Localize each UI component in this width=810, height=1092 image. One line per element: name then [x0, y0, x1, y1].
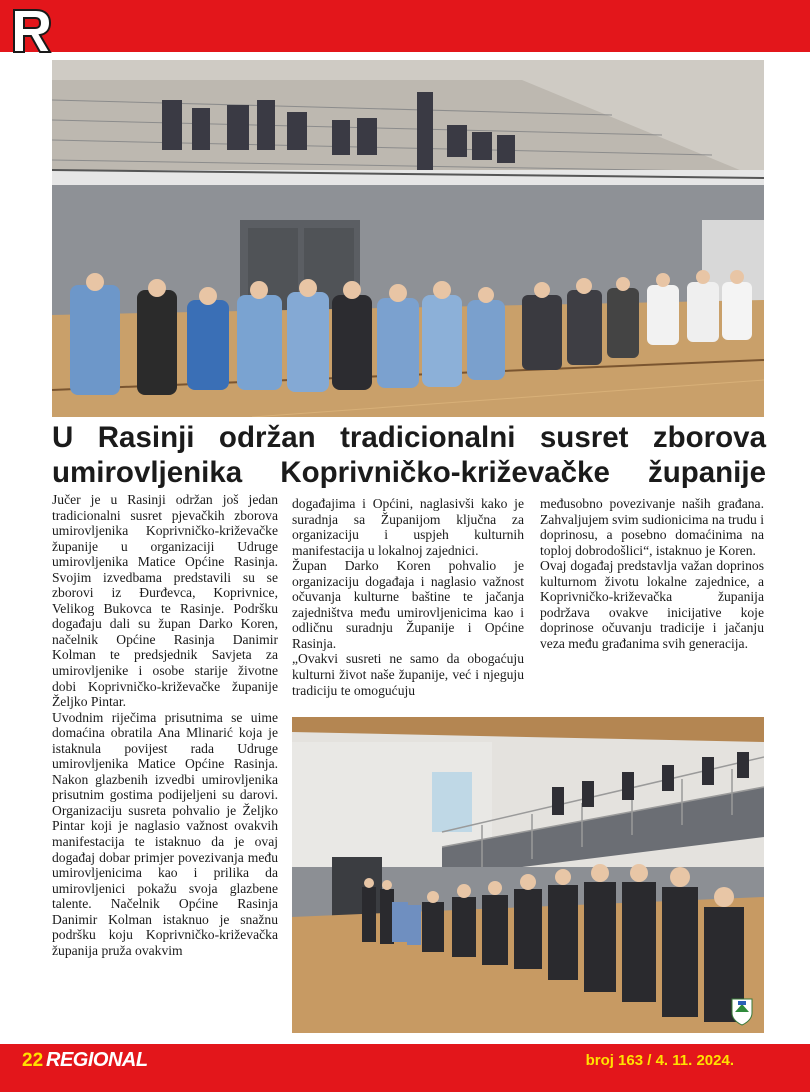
paragraph: Ovaj događaj predstavlja važan doprinos kulturnom životu lokalne zajednice, a Koprivničko-križevačka županija podržava ovakve inicijative koje doprinose očuvanju tradicije i jačanju veza među građanima svih generacija.	[540, 558, 764, 651]
paragraph: Jučer je u Rasinji održan još jedan tradicionalni susret pjevačkih zborova umirovljenika Koprivničko-križevačke županije u organizaciji Udruge umirovljenika Matice Općine Rasinja. Svojim izvedbama predstavili su se zborovi iz Đurđevca, Koprivnice, Velikog Bukovca te Rasinje. Podršku događaju dali su župan Darko Koren, načelnik Općine Rasinja Danimir Kolman te predsjednik Savjeta za umirovljenike i osobe starije životne dobi Koprivničko-križevačke županije Željko Pintar.	[52, 492, 278, 710]
paragraph: Uvodnim riječima prisutnima se uime domaćina obratila Ana Mlinarić koja je istaknula povijest rada Udruge umirovljenika Matice Općine Rasinja. Nakon glazbenih izvedbi umirovljenika prisutnim gostima podijeljeni su darovi. Organizaciju susreta pohvalio je Željko Pintar koji je naglasio važnost ovakvih manifestacija te istaknuo da je ovaj događaj dobar primjer povezivanja među umirovljenicima kao i prilika da umirovljenici pokažu svoja glazbene talente. Načelnik Općine Rasinja Danimir Kolman istaknuo je snažnu podršku koju Koprivničko-križevačka županija pruža ovakvim	[52, 709, 278, 958]
paragraph: međusobno povezivanje naših građana. Zahvaljujem svim sudionicima na trudu i doprinosu, a posebno domaćinima na toploj dobrodošlici“, istaknuo je Koren.	[540, 496, 764, 558]
paragraph: „Ovakvi susreti ne samo da obogaćuju kulturni život naše županije, već i njeguju tradiciju te omogućuju	[292, 651, 524, 698]
footer-brand-logo: REGIONAL	[46, 1049, 148, 1071]
regional-r-logo-icon	[8, 4, 54, 56]
issue-info: broj 163 / 4. 11. 2024.	[585, 1052, 734, 1069]
photo-choirs-in-hall	[52, 60, 764, 417]
text-column-3	[540, 496, 764, 651]
paragraph: događajima i Općini, naglasivši kako je suradnja sa Županijom ključna za organizaciju i uspjeh kulturnih manifestacija u lokalnoj zajednici.	[292, 496, 524, 558]
text-column-1	[52, 492, 278, 958]
photo-audience-side-view	[292, 717, 764, 1033]
page-number: 22	[22, 1050, 44, 1071]
article-headline	[52, 420, 766, 490]
text-column-2	[292, 496, 524, 698]
headline-line-1: U Rasinji održan tradicionalni susret zborova	[52, 421, 766, 454]
paragraph: Župan Darko Koren pohvalio je organizaciju događaja i naglasio važnost očuvanja kulturne baštine te jačanja zajedništva među umirovljenicima kao i odličnu suradnju Županije i Općine Rasinja.	[292, 558, 524, 651]
header-bar	[0, 0, 810, 52]
headline-line-2: umirovljenika Koprivničko-križevačke županije	[52, 456, 766, 489]
